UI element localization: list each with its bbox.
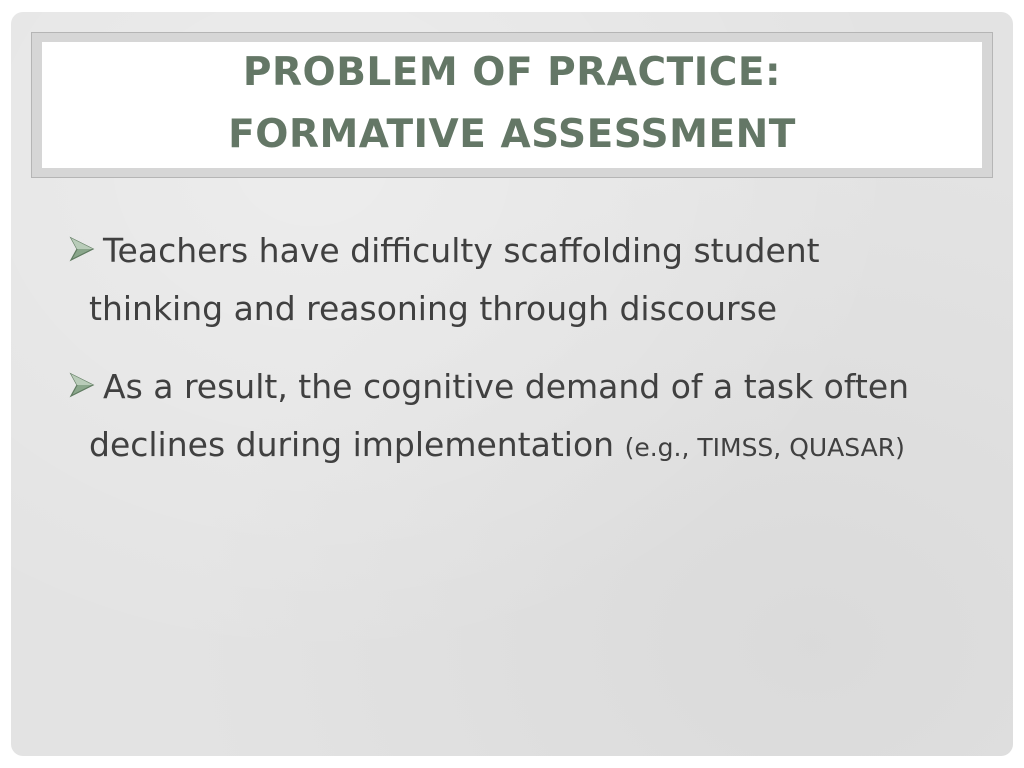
arrowhead-bullet-icon — [69, 236, 95, 262]
bullet-item — [63, 222, 963, 338]
bullet-list — [63, 222, 963, 497]
slide — [11, 12, 1013, 756]
bullet-item — [63, 358, 963, 477]
bullet-text: Teachers have difficulty scaffolding student thinking and reasoning through discourse — [89, 231, 820, 328]
slide-title — [228, 42, 796, 166]
title-box — [42, 42, 982, 168]
title-line-2: FORMATIVE ASSESSMENT — [228, 112, 796, 157]
bullet-text: As a result, the cognitive demand of a task often declines during implementation — [89, 367, 910, 464]
title-frame — [31, 32, 993, 178]
title-line-1: PROBLEM OF PRACTICE: — [242, 50, 782, 95]
arrowhead-bullet-icon — [69, 372, 95, 398]
bullet-citation: (e.g., TIMSS, QUASAR) — [624, 433, 905, 462]
